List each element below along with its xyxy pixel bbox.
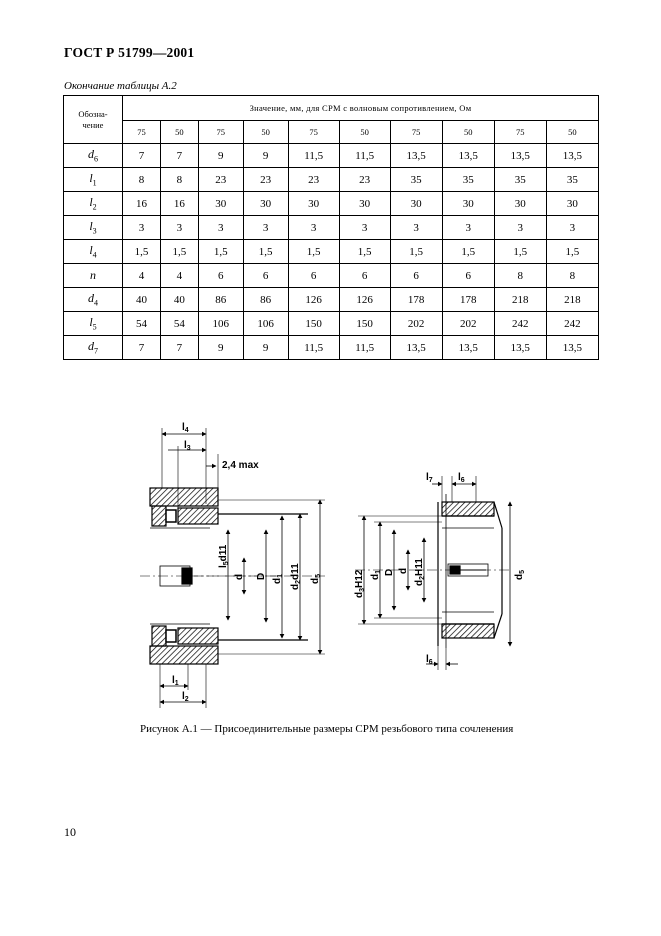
table-cell: 8	[160, 168, 198, 192]
table-cell: 6	[390, 264, 442, 288]
dim-label-d5-right: $d_5$	[514, 569, 526, 580]
table-cell: 1,5	[160, 240, 198, 264]
table-cell: 30	[198, 192, 243, 216]
table-cell: 1,5	[494, 240, 546, 264]
table-row	[64, 144, 599, 168]
table-cell: 1,5	[442, 240, 494, 264]
table-cell: 8	[494, 264, 546, 288]
table-cell: 7	[160, 336, 198, 360]
table-cell: 11,5	[288, 336, 339, 360]
row-designation: $l_4$	[64, 240, 123, 264]
table-cell: 126	[288, 288, 339, 312]
table-cell: 7	[123, 336, 161, 360]
dim-label-l1: $l_1$	[172, 675, 179, 687]
impedance-header-cell: 75	[288, 121, 339, 144]
table-row	[64, 312, 599, 336]
row-designation: $d_6$	[64, 144, 123, 168]
table-cell: 1,5	[390, 240, 442, 264]
figure-caption: Рисунок А.1 — Присоединительные размеры СРМ резьбового типа сочленения	[140, 723, 514, 735]
row-designation: $l_2$	[64, 192, 123, 216]
table-cell: 7	[160, 144, 198, 168]
dim-label-l6-bottom: $l_6$	[426, 654, 433, 666]
table-cell: 202	[442, 312, 494, 336]
table-cell: 13,5	[494, 336, 546, 360]
table-cell: 6	[339, 264, 390, 288]
table-cell: 11,5	[288, 144, 339, 168]
table-cell: 9	[243, 144, 288, 168]
page-number: 10	[64, 825, 76, 839]
table-cell: 16	[123, 192, 161, 216]
table-cell: 35	[442, 168, 494, 192]
table-cell: 1,5	[198, 240, 243, 264]
dim-label-d1: $d_1$	[272, 573, 284, 584]
dim-label-l4: $l_4$	[182, 422, 189, 434]
table-row	[64, 336, 599, 360]
table-cell: 3	[390, 216, 442, 240]
dimension-table	[63, 95, 599, 360]
impedance-header-cell: 50	[160, 121, 198, 144]
table-cell: 178	[390, 288, 442, 312]
table-cell: 6	[198, 264, 243, 288]
table-cell: 3	[339, 216, 390, 240]
table-cell: 40	[160, 288, 198, 312]
table-cell: 4	[160, 264, 198, 288]
table-row	[64, 192, 599, 216]
table-cell: 1,5	[339, 240, 390, 264]
table-cell: 6	[288, 264, 339, 288]
dim-label-l2: $l_2$	[182, 691, 189, 703]
table-cell: 30	[243, 192, 288, 216]
dim-label-d-right: d	[398, 567, 409, 574]
table-cell: 9	[243, 336, 288, 360]
table-cell: 3	[546, 216, 598, 240]
table-cell: 242	[494, 312, 546, 336]
table-cell: 35	[546, 168, 598, 192]
row-designation: $l_3$	[64, 216, 123, 240]
table-cell: 11,5	[339, 336, 390, 360]
table-cell: 3	[198, 216, 243, 240]
table-cell: 1,5	[288, 240, 339, 264]
table-cell: 8	[546, 264, 598, 288]
table-cell: 30	[546, 192, 598, 216]
table-row	[64, 264, 599, 288]
table-cell: 218	[546, 288, 598, 312]
dim-label-l7: $l_7$	[426, 472, 433, 484]
table-cell: 30	[288, 192, 339, 216]
table-cell: 13,5	[390, 336, 442, 360]
row-designation: $d_7$	[64, 336, 123, 360]
table-cell: 9	[198, 144, 243, 168]
table-cell: 3	[288, 216, 339, 240]
dim-label-D: D	[256, 572, 267, 580]
dim-label-l5d11: $l_5d11$	[218, 544, 230, 568]
table-cell: 178	[442, 288, 494, 312]
table-cell: 1,5	[243, 240, 288, 264]
table-cell: 7	[123, 144, 161, 168]
table-cell: 23	[339, 168, 390, 192]
connector-figure	[130, 418, 550, 713]
dim-label-l3: $l_3$	[184, 440, 191, 452]
dim-label-d3h12: $d_3H12$	[354, 569, 366, 598]
row-designation: $l_5$	[64, 312, 123, 336]
connector-drawing	[130, 418, 550, 708]
impedance-span-header: Значение, мм, для СРМ с волновым сопротивлением, Ом	[123, 96, 599, 121]
dim-label-d: d	[234, 573, 245, 580]
table-cell: 106	[198, 312, 243, 336]
impedance-header-cell: 50	[339, 121, 390, 144]
table-cell: 150	[339, 312, 390, 336]
table-cell: 13,5	[546, 144, 598, 168]
table-cell: 30	[339, 192, 390, 216]
dim-label-d2d11: $d_2d11$	[290, 563, 302, 590]
table-cell: 13,5	[390, 144, 442, 168]
table-cell: 1,5	[123, 240, 161, 264]
dim-label-d5: $d_5$	[310, 573, 322, 584]
table-cell: 106	[243, 312, 288, 336]
table-cell: 6	[442, 264, 494, 288]
row-designation: n	[64, 264, 123, 288]
table-cell: 23	[288, 168, 339, 192]
dim-label-l6-top: $l_6$	[458, 472, 465, 484]
table-cell: 86	[243, 288, 288, 312]
table-cell: 30	[494, 192, 546, 216]
table-cell: 54	[160, 312, 198, 336]
table-row	[64, 216, 599, 240]
table-cell: 35	[390, 168, 442, 192]
table-cell: 23	[198, 168, 243, 192]
dim-label-max: 2,4 max	[222, 460, 259, 471]
table-row	[64, 288, 599, 312]
table-cell: 242	[546, 312, 598, 336]
document-code: ГОСТ Р 51799—2001	[64, 45, 195, 60]
table-cell: 40	[123, 288, 161, 312]
row-designation: $d_4$	[64, 288, 123, 312]
table-cell: 11,5	[339, 144, 390, 168]
table-caption: Окончание таблицы А.2	[64, 80, 177, 92]
table-cell: 13,5	[546, 336, 598, 360]
dim-label-D-right: D	[384, 568, 395, 576]
impedance-header-cell: 50	[546, 121, 598, 144]
impedance-header-cell: 50	[442, 121, 494, 144]
impedance-header-cell: 75	[123, 121, 161, 144]
table-cell: 13,5	[494, 144, 546, 168]
table-cell: 3	[494, 216, 546, 240]
table-cell: 218	[494, 288, 546, 312]
table-cell: 30	[442, 192, 494, 216]
table-cell: 126	[339, 288, 390, 312]
table-cell: 86	[198, 288, 243, 312]
table-row	[64, 168, 599, 192]
table-cell: 4	[123, 264, 161, 288]
impedance-header-cell: 75	[390, 121, 442, 144]
table-cell: 13,5	[442, 336, 494, 360]
table-cell: 3	[442, 216, 494, 240]
table-cell: 6	[243, 264, 288, 288]
table-cell: 8	[123, 168, 161, 192]
row-designation: $l_1$	[64, 168, 123, 192]
table-cell: 202	[390, 312, 442, 336]
dim-label-d2h11: $d_2H11$	[414, 558, 426, 586]
table-cell: 3	[160, 216, 198, 240]
table-cell: 35	[494, 168, 546, 192]
table-cell: 54	[123, 312, 161, 336]
table-cell: 1,5	[546, 240, 598, 264]
table-cell: 3	[123, 216, 161, 240]
impedance-header-cell: 75	[494, 121, 546, 144]
table-body	[64, 144, 599, 360]
impedance-header-cell: 50	[243, 121, 288, 144]
table-cell: 150	[288, 312, 339, 336]
table-cell: 30	[390, 192, 442, 216]
table-cell: 16	[160, 192, 198, 216]
impedance-header-cell: 75	[198, 121, 243, 144]
table-row	[64, 240, 599, 264]
table-cell: 23	[243, 168, 288, 192]
table-cell: 13,5	[442, 144, 494, 168]
dim-label-d1-right: $d_1$	[370, 569, 382, 580]
designation-header: Обозна- чение	[64, 96, 123, 144]
impedance-header-row	[64, 121, 599, 144]
table-cell: 3	[243, 216, 288, 240]
table-cell: 9	[198, 336, 243, 360]
